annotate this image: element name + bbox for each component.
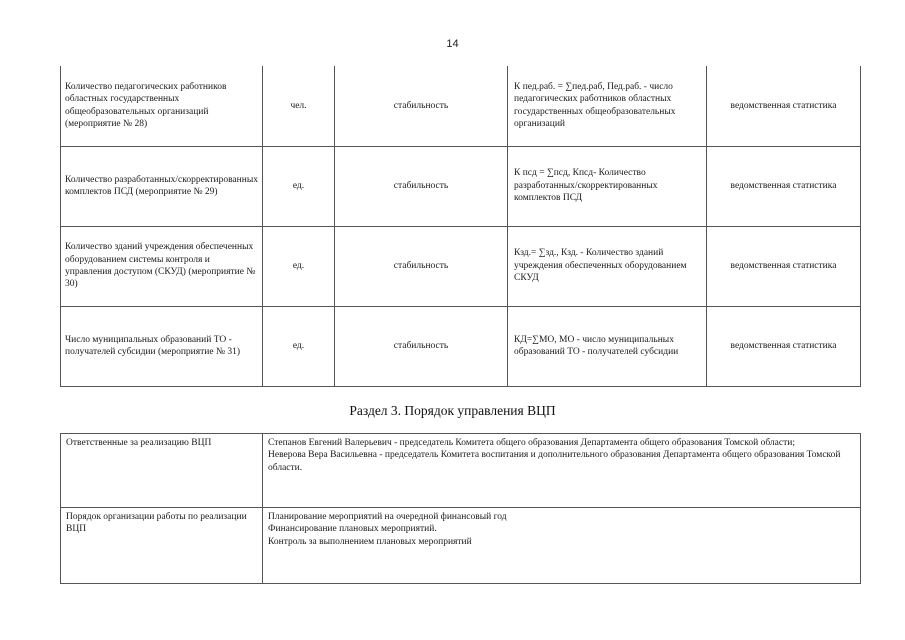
indicator-trend: стабильность — [335, 66, 508, 146]
indicator-source: ведомственная статистика — [707, 146, 861, 226]
management-line: Планирование мероприятий на очередной финансовый год — [268, 512, 507, 522]
management-line: Контроль за выполнением плановых мероприятий — [268, 536, 472, 547]
table-row — [61, 226, 861, 306]
management-line: Неверова Вера Васильевна - председатель Комитета воспитания и дополнительного образования Департамента общего образования Томской области. — [268, 450, 841, 473]
indicator-name: Количество разработанных/скорректированных комплектов ПСД (мероприятие № 29) — [61, 146, 263, 226]
indicator-formula: К пед.раб. = ∑пед.раб, Пед.раб. - число педагогических работников областных государственных общеобразовательных организаций — [508, 66, 707, 146]
management-content — [263, 508, 861, 584]
indicator-trend: стабильность — [335, 146, 508, 226]
indicator-formula: КД=∑МО, МО - число муниципальных образований ТО - получателей субсидии — [508, 306, 707, 386]
indicator-name: Количество педагогических работников областных государственных общеобразовательных организаций (мероприятие № 28) — [61, 66, 263, 146]
indicator-formula: К псд = ∑псд, Кпсд- Количество разработанных/скорректированных комплектов ПСД — [508, 146, 707, 226]
indicator-name: Количество зданий учреждения обеспеченных оборудованием системы контроля и управления доступом (СКУД) (мероприятие № 30) — [61, 226, 263, 306]
indicator-formula: Кзд.= ∑зд., Кзд. - Количество зданий учреждения обеспеченных оборудованием СКУД — [508, 226, 707, 306]
indicator-source: ведомственная статистика — [707, 306, 861, 386]
management-line: Финансирование плановых мероприятий. — [268, 524, 437, 535]
page-number: 14 — [446, 38, 459, 50]
table-row — [61, 146, 861, 226]
indicator-source: ведомственная статистика — [707, 226, 861, 306]
section-title: Раздел 3. Порядок управления ВЦП — [349, 403, 556, 418]
indicator-unit: ед. — [263, 306, 335, 386]
indicator-name: Число муниципальных образований ТО - получателей субсидии (мероприятие № 31) — [61, 306, 263, 386]
indicator-trend: стабильность — [335, 306, 508, 386]
indicators-table — [60, 66, 861, 387]
indicator-unit: ед. — [263, 146, 335, 226]
management-table — [60, 433, 861, 584]
table-row — [61, 508, 861, 584]
management-content — [263, 434, 861, 508]
indicator-trend: стабильность — [335, 226, 508, 306]
table-row — [61, 434, 861, 508]
management-line: Степанов Евгений Валерьевич - председатель Комитета общего образования Департамента общего образования Томской области; — [268, 438, 795, 448]
indicator-unit: ед. — [263, 226, 335, 306]
management-label: Ответственные за реализацию ВЦП — [61, 434, 263, 508]
table-row — [61, 66, 861, 146]
management-label: Порядок организации работы по реализации ВЦП — [61, 508, 263, 584]
indicator-source: ведомственная статистика — [707, 66, 861, 146]
indicator-unit: чел. — [263, 66, 335, 146]
table-row — [61, 306, 861, 386]
